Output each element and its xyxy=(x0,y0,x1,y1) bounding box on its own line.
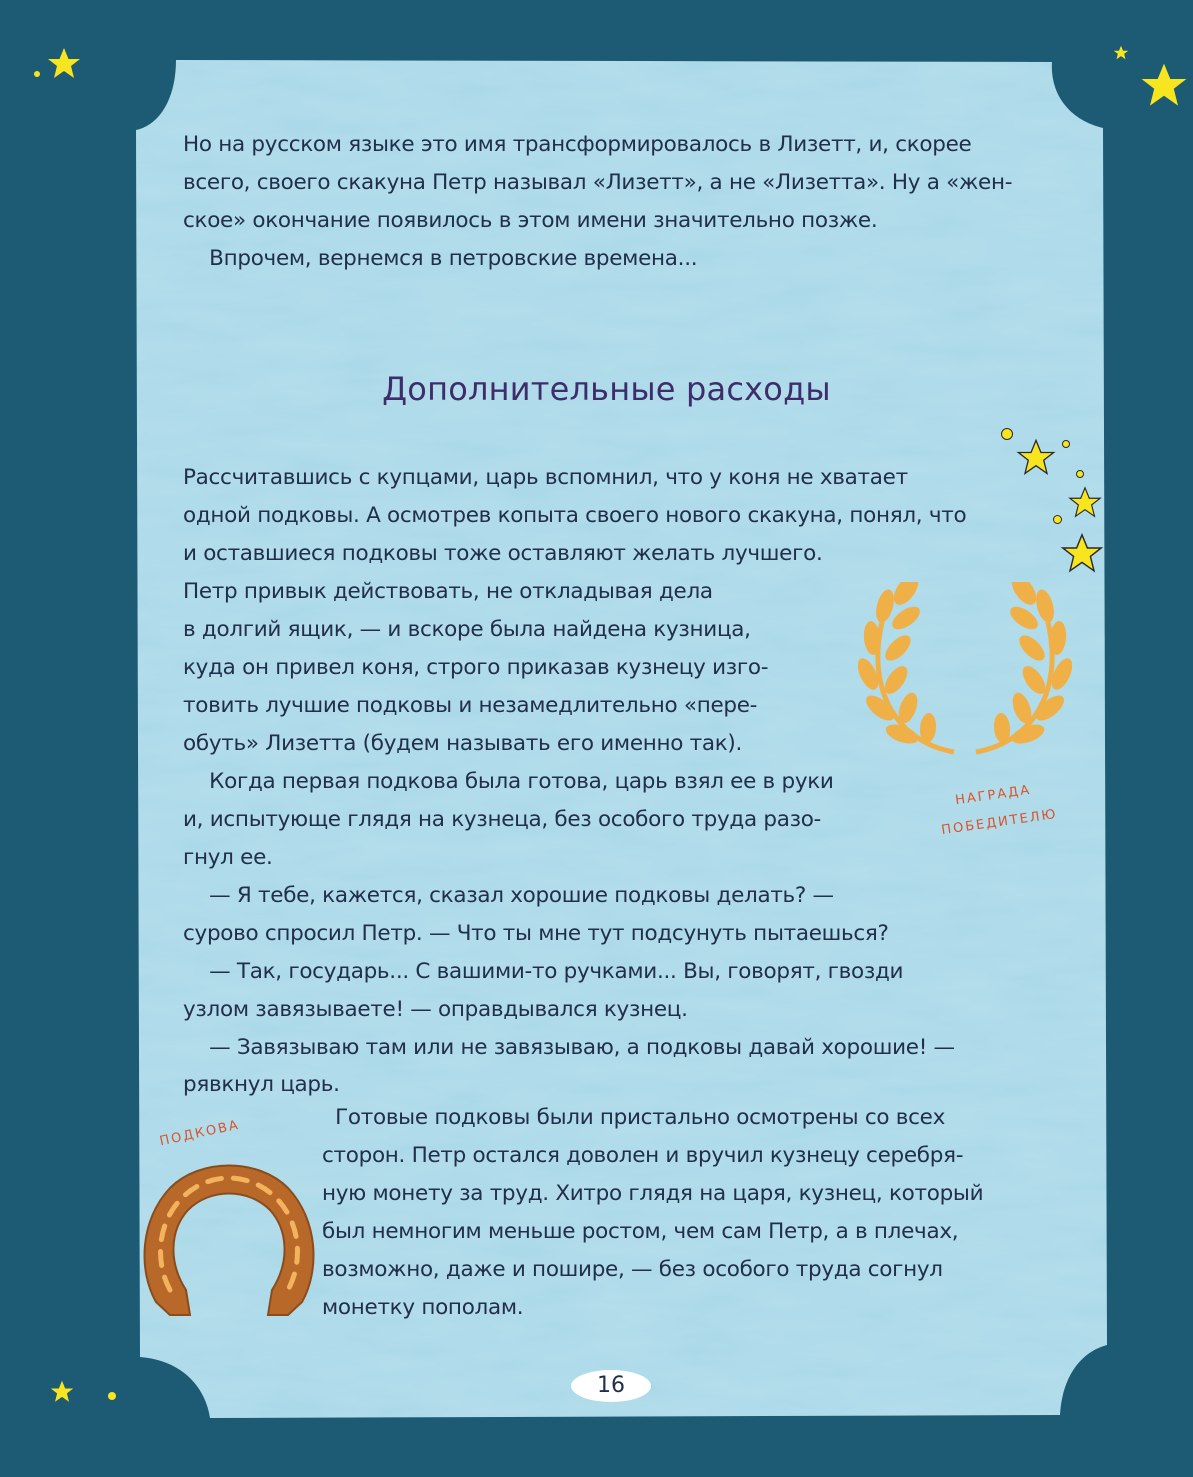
star-dot-icon xyxy=(34,71,40,77)
star-icon xyxy=(48,1378,76,1406)
page-number: 16 xyxy=(597,1373,625,1398)
star-icon xyxy=(1136,58,1192,114)
star-icon xyxy=(1112,44,1130,62)
star-dot-icon xyxy=(1053,515,1062,524)
paragraph-bottom: Готовые подковы были пристально осмотрены со всех сторон. Петр остался доволен и вручил кузнецу серебря- ную монету за труд. Хитро глядя на царя, кузнец, который был немногим меньше ростом, чем сам Петр, а в плечах, возможно, даже и пошире, — без особого труда согнул монетку пополам. xyxy=(322,1105,984,1320)
page-number-badge xyxy=(570,1368,652,1404)
star-icon xyxy=(1058,530,1106,578)
caption-horseshoe: ПОДКОВА xyxy=(158,1117,242,1150)
paragraph-main-end: рявкнул царь. xyxy=(183,1072,340,1097)
caption-award-line2: ПОБЕДИТЕЛЮ xyxy=(940,806,1059,839)
star-dot-icon xyxy=(1001,428,1013,440)
star-icon xyxy=(1066,484,1104,522)
horseshoe-icon xyxy=(140,1150,318,1328)
star-dot-icon xyxy=(1062,440,1070,448)
caption-award-line1: НАГРАДА xyxy=(954,782,1033,809)
star-icon xyxy=(44,44,84,84)
star-dot-icon xyxy=(1076,470,1084,478)
paragraph-top: Но на русском языке это имя трансформировалось в Лизетт, и, скорее всего, своего скакуна Петр называл «Лизетт», а не «Лизетта». Ну а «жен- ское» окончание появилось в этом имени значительно позже. Впрочем, вернемся в петровские времена... xyxy=(183,132,1013,271)
star-icon xyxy=(1014,436,1058,480)
paragraph-main: Рассчитавшись с купцами, царь вспомнил, что у коня не хватает одной подковы. А осмотрев копыта своего нового скакуна, понял, что и оставшиеся подковы тоже оставляют желать лучшего. Петр привык действовать, не откладывая дела в долгий ящик, — и вскоре была найдена кузница, куда он привел коня, строго приказав кузнецу изго- товить лучшие подковы и незамедлительно «пере- обуть» Лизетта (будем называть его именно так). Когда первая подкова была готова, царь взял ее в руки и, испытующе глядя на кузнеца, без особого труда разо- гнул ее. — Я тебе, кажется, сказал хорошие подковы делать? — сурово спросил Петр. — Что ты мне тут подсунуть пытаешься? — Так, государь... С вашими-то ручками... Вы, говорят, гвозди узлом завязываете! — оправдывался кузнец. — Завязываю там или не завязываю, а подковы давай хорошие! — xyxy=(183,465,967,1060)
star-dot-icon xyxy=(108,1392,116,1400)
section-heading: Дополнительные расходы xyxy=(382,370,831,408)
